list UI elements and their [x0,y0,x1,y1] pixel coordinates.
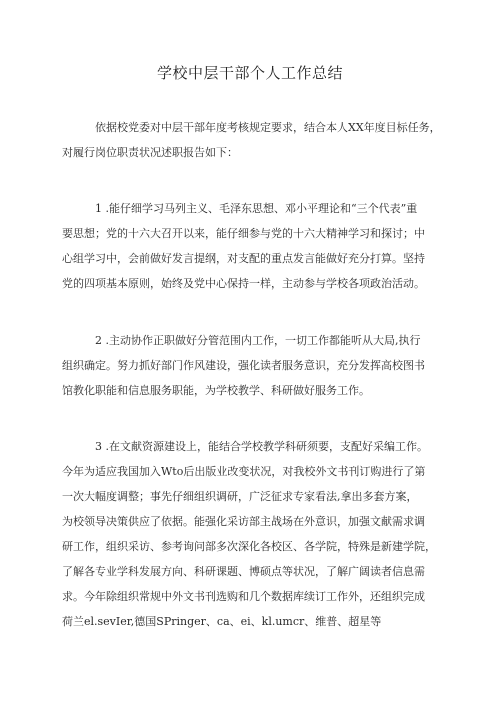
paragraph-line: 1 .能仔细学习马列主义、毛泽东思想、邓小平理论和“三个代表”重 [95,202,418,215]
paragraph-line: 为校领导决策供应了依据。能强化采访部主战场在外意识，加强文献需求调 [62,515,425,528]
paragraph-line: 研工作，组织采访、参考询问部多次深化各校区、各学院，特殊是新建学院， [62,540,436,553]
paragraph-line: 依据校党委对中层干部年度考核规定要求，结合本人XX年度目标任务， [95,121,441,134]
paragraph-line: 心组学习中，会前做好发言提纲，对支配的重点发言能做好充分打算。坚持 [62,252,425,265]
paragraph-line: 2 .主动协作正职做好分管范围内工作，一切工作都能听从大局,执行 [95,334,421,347]
paragraph-line: 组织确定。努力抓好部门作风建设，强化读者服务意识，充分发挥高校图书 [62,359,425,372]
paragraph-line: 求。今年除组织常规中外文书刊选购和几个数据库续订工作外，还组织完成 [62,590,425,603]
paragraph-line: 3 .在文献资源建设上，能结合学校教学科研须要，支配好采编工作。 [95,440,428,453]
paragraph-line: 今年为适应我国加入Wto后出版业改变状况，对我校外文书刊订购进行了第 [62,465,426,478]
document-title: 学校中层干部个人工作总结 [156,64,343,82]
paragraph-line: 党的四项基本原则，始终及党中心保持一样，主动参与学校各项政治活动。 [62,277,425,290]
paragraph-line: 荷兰el.sevIer,德国SPringer、ca、ei、kl.umcr、维普、超星等 [62,615,382,628]
paragraph-line: 要思想；党的十六大召开以来，能仔细参与党的十六大精神学习和探讨；中 [62,227,425,240]
paragraph-line: 对履行岗位职责状况述职报告如下： [62,146,238,159]
paragraph-line: 馆教化职能和信息服务职能，为学校教学、科研做好服务工作。 [62,384,370,397]
paragraph-line: 一次大幅度调整；事先仔细组织调研，广泛征求专家看法,拿出多套方案， [62,490,418,503]
paragraph-line: 了解各专业学科发展方向、科研课题、博硕点等状况，了解广阔读者信息需 [62,565,425,578]
